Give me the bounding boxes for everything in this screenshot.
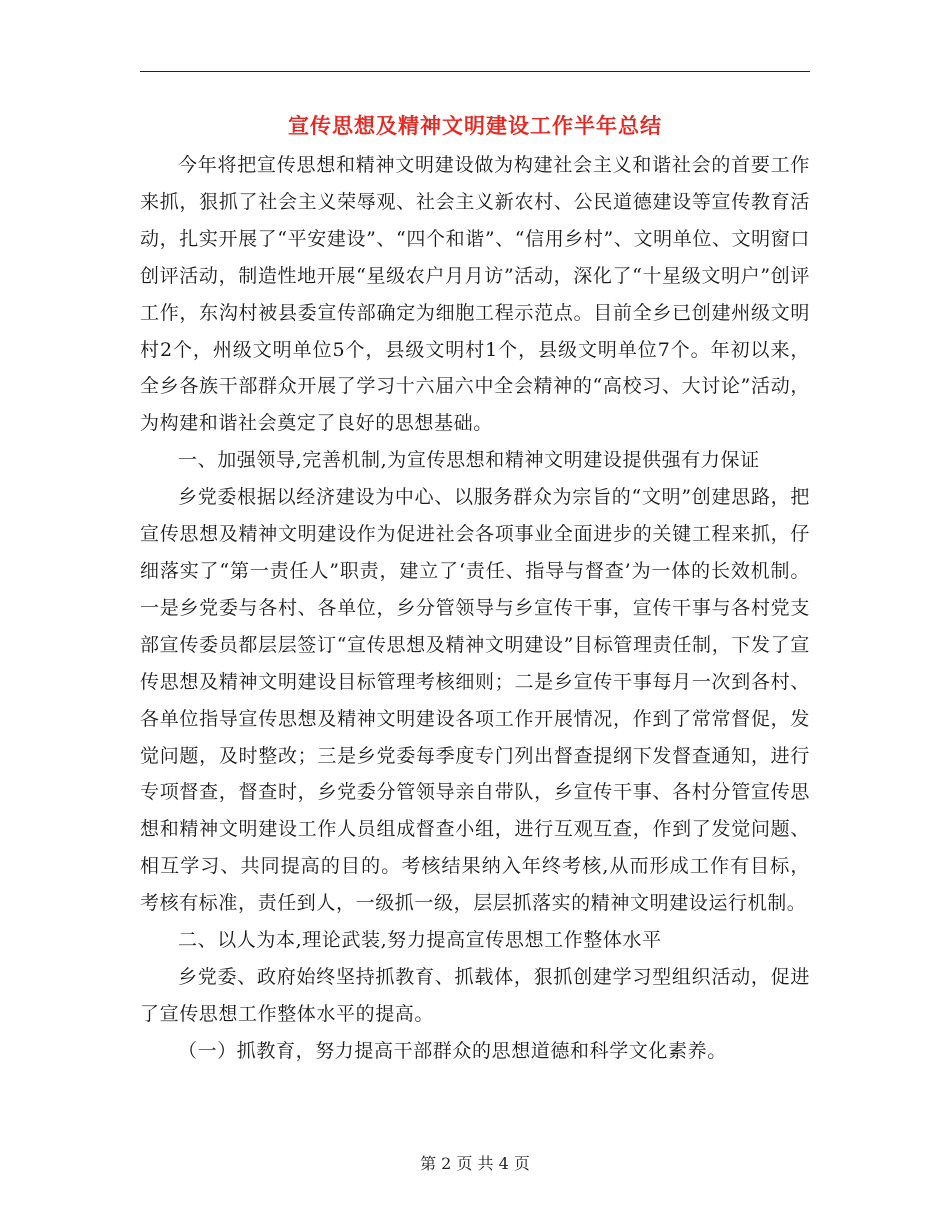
intro-paragraph: 今年将把宣传思想和精神文明建设做为构建社会主义和谐社会的首要工作来抓，狠抓了社会主义荣辱观、社会主义新农村、公民道德建设等宣传教育活动，扎实开展了“平安建设”、“四个和谐”、“信用乡村”、文明单位、文明窗口创评活动，制造性地开展“星级农户月月访”活动，深化了“十星级文明户”创评工作，东沟村被县委宣传部确定为细胞工程示范点。目前全乡已创建州级文明村2个，州级文明单位5个，县级文明村1个，县级文明单位7个。年初以来，全乡各族干部群众开展了学习十六届六中全会精神的“高校习、大讨论”活动，为构建和谐社会奠定了良好的思想基础。 xyxy=(140,154,810,435)
document-title: 宣传思想及精神文明建设工作半年总结 xyxy=(288,113,662,138)
section-heading-2: 二、以人为本,理论武装,努力提高宣传思想工作整体水平 xyxy=(178,929,662,952)
section-1-paragraph: 乡党委根据以经济建设为中心、以服务群众为宗旨的“文明”创建思路，把宣传思想及精神文明建设作为促进社会各项事业全面进步的关键工程来抓，仔细落实了“第一责任人”职责，建立了‘责任、指导与督查’为一体的长效机制。一是乡党委与各村、各单位，乡分管领导与乡宣传干事，宣传干事与各村党支部宣传委员都层层签订“宣传思想及精神文明建设”目标管理责任制，下发了宣传思想及精神文明建设目标管理考核细则；二是乡宣传干事每月一次到各村、各单位指导宣传思想及精神文明建设各项工作开展情况，作到了常常督促，发觉问题，及时整改；三是乡党委每季度专门列出督查提纲下发督查通知，进行专项督查，督查时，乡党委分管领导亲自带队，乡宣传干事、各村分管宣传思想和精神文明建设工作人员组成督查小组，进行互观互查，作到了发觉问题、相互学习、共同提高的目的。考核结果纳入年终考核,从而形成工作有目标，考核有标准，责任到人，一级抓一级，层层抓落实的精神文明建设运行机制。 xyxy=(140,486,810,915)
section-heading-1: 一、加强领导,完善机制,为宣传思想和精神文明建设提供强有力保证 xyxy=(178,449,760,472)
document-body xyxy=(140,147,810,1070)
page-number: 第 2 页 共 4 页 xyxy=(420,1154,530,1173)
section-2-paragraph: 乡党委、政府始终坚持抓教育、抓载体，狠抓创建学习型组织活动，促进了宣传思想工作整体水平的提高。 xyxy=(140,965,810,1025)
header-rule xyxy=(140,71,810,72)
subsection-heading-1: （一）抓教育，努力提高干部群众的思想道德和科学文化素养。 xyxy=(178,1039,727,1062)
